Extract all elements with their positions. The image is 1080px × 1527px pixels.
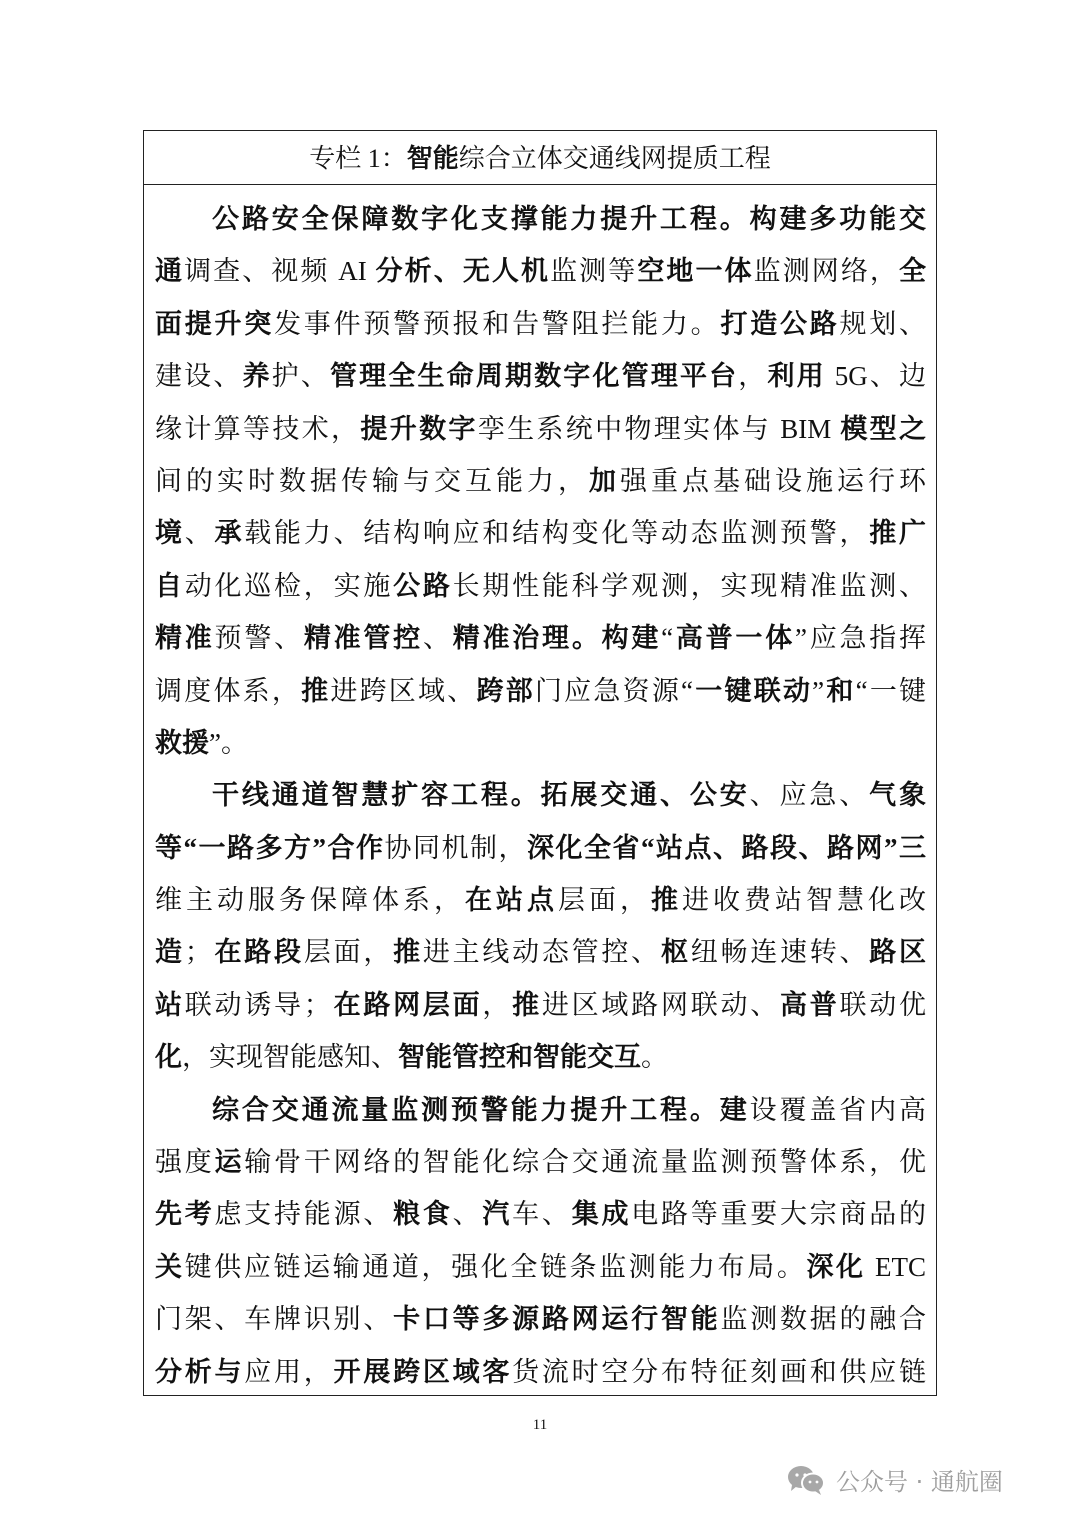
bold-text: 站	[155, 989, 185, 1020]
text: 设覆盖省内高	[749, 1094, 926, 1125]
bold-text: 分析、无人机	[375, 256, 551, 287]
text: 调查、视频 AI	[184, 256, 376, 287]
bold-text: 等“一路多方”合作	[155, 832, 385, 863]
text: 发事件预警预报和告警阻拦能力。	[274, 308, 721, 339]
bold-text: 管理全生命周期数字化管理平台	[330, 361, 739, 392]
text: ，	[738, 361, 768, 392]
bold-text: 先考	[155, 1199, 215, 1230]
bold-text: 承	[214, 518, 245, 549]
bold-text: 利用	[767, 361, 826, 392]
bold-text: 自	[155, 570, 185, 601]
bold-text: 化	[155, 1042, 182, 1073]
text: “一键	[855, 675, 926, 706]
bold-text: 汽	[482, 1199, 513, 1230]
bold-text: 智能	[406, 144, 459, 173]
bold-text: 境	[155, 518, 185, 549]
bold-text: 公路安全保障数字化支撑能力提升工程。构建多功能交	[212, 204, 926, 234]
bold-text: 推	[301, 675, 331, 706]
text: 建设、	[155, 361, 243, 392]
text: 专栏 1：	[309, 144, 407, 173]
text-line	[155, 665, 926, 717]
bold-text: 推广	[869, 518, 926, 549]
text-line	[155, 245, 926, 297]
bold-text: 路区	[869, 937, 926, 968]
bold-text: 高普	[780, 989, 840, 1020]
bold-text: 提升数字	[360, 413, 478, 444]
text: 协同机制，	[384, 832, 527, 863]
column-body	[144, 185, 936, 1398]
bold-text: 智能管控和智能交互	[398, 1042, 641, 1073]
bold-text: 深化	[806, 1251, 866, 1282]
text-line	[155, 1241, 926, 1293]
text-line	[155, 1293, 926, 1345]
text: ETC	[865, 1251, 926, 1282]
text: 车、	[512, 1199, 572, 1230]
text: 电路等重要大宗商品的	[631, 1199, 926, 1230]
text: ”。	[209, 727, 248, 758]
text-line	[155, 1136, 926, 1188]
text: 监测网络，	[753, 256, 900, 287]
text-line	[155, 1346, 926, 1398]
bold-text: 粮食	[393, 1199, 453, 1230]
column-title	[144, 131, 936, 185]
text-line	[155, 560, 926, 612]
bold-text: 在路网层面	[330, 989, 483, 1020]
text: 载能力、结构响应和结构变化等动态监测预警，	[244, 518, 870, 549]
text: 间的实时数据传输与交互能力，	[155, 465, 589, 496]
text-line	[155, 1031, 926, 1083]
bold-text: 高普一体	[673, 623, 795, 654]
text-line	[155, 350, 926, 402]
text: 进主线动态管控、	[422, 937, 661, 968]
bold-text: 加	[589, 465, 620, 496]
text: 孪生系统中物理实体与 BIM	[477, 413, 841, 444]
text: 。	[641, 1042, 668, 1073]
column-box	[143, 130, 937, 1396]
bold-text: 推	[651, 885, 682, 916]
bold-text: 空地一体	[637, 256, 754, 287]
text: 虑支持能源、	[214, 1199, 394, 1230]
bold-text: 跨部	[476, 675, 535, 706]
text: 5G、边	[825, 361, 926, 392]
text: 强度	[155, 1147, 215, 1178]
paragraph	[155, 1084, 926, 1398]
text: 联动诱导；	[184, 989, 331, 1020]
text: 护、	[271, 361, 330, 392]
text-line	[155, 298, 926, 350]
text-line	[155, 612, 926, 664]
text-line	[155, 403, 926, 455]
text: 进收费站智慧化改	[682, 885, 926, 916]
text: “	[661, 623, 674, 654]
text-line	[155, 507, 926, 559]
text: 门应急资源“	[534, 675, 694, 706]
text-line	[155, 874, 926, 926]
text-line	[155, 1084, 926, 1136]
text: 预警、	[214, 623, 304, 654]
bold-text: 集成	[571, 1199, 632, 1230]
bold-text: 在站点	[465, 885, 558, 916]
text: 进跨区域、	[330, 675, 477, 706]
text-line	[155, 769, 926, 821]
bold-text: 救援	[155, 727, 209, 758]
text: 长期性能科学观测，实现精准监测、	[452, 570, 926, 601]
paragraph	[155, 193, 926, 769]
bold-text: 分析与	[155, 1356, 245, 1387]
bold-text: 干线通道智慧扩容工程。拓展交通、公安	[212, 780, 750, 811]
bold-text: 造	[155, 937, 185, 968]
bold-text: 卡口等多源路网运行智能	[393, 1304, 721, 1335]
text: 缘计算等技术，	[155, 413, 361, 444]
text: 、应急、	[749, 780, 870, 811]
text: 层面，	[558, 885, 651, 916]
bold-text: 综合交通流量监测预警能力提升工程。建	[212, 1094, 750, 1125]
bold-text: 模型之	[840, 413, 926, 444]
text: 层面，	[303, 937, 394, 968]
bold-text: 关	[155, 1251, 185, 1282]
bold-text: 开展跨区域客	[333, 1356, 513, 1387]
text-line	[155, 455, 926, 507]
text: 综合立体交通线网提质工程	[458, 144, 771, 173]
wechat-icon	[786, 1464, 826, 1496]
watermark-text: 公众号 · 通航圈	[836, 1468, 1003, 1496]
bold-text: 枢	[660, 937, 691, 968]
text: ”应急指挥	[794, 623, 926, 654]
text: 规划、	[839, 308, 926, 339]
text-line	[155, 193, 926, 245]
text: 、	[422, 623, 453, 654]
text: 监测等	[550, 256, 638, 287]
bold-text: 通	[155, 256, 185, 287]
text: ，	[482, 989, 513, 1020]
text: 调度体系，	[155, 675, 302, 706]
text: 、	[452, 1199, 483, 1230]
text: 进区域路网联动、	[541, 989, 780, 1020]
text: 联动优	[839, 989, 926, 1020]
text: ；	[184, 937, 212, 968]
text: 强重点基础设施运行环	[620, 465, 926, 496]
bold-text: 深化全省“站点、路段、路网”三	[527, 832, 926, 863]
text: 门架、车牌识别、	[155, 1304, 394, 1335]
text-line	[155, 1188, 926, 1240]
text: 键供应链运输通道，强化全链条监测能力布局。	[184, 1251, 807, 1282]
text: ”	[812, 675, 825, 706]
bold-text: 运	[214, 1147, 245, 1178]
bold-text: 和	[824, 675, 856, 706]
bold-text: 推	[512, 989, 542, 1020]
text: 应用，	[244, 1356, 334, 1387]
watermark	[786, 1462, 1003, 1497]
bold-text: 养	[242, 361, 272, 392]
bold-text: 气象	[869, 780, 926, 811]
text: 动化巡检，实施	[184, 570, 394, 601]
bold-text: 打造公路	[720, 308, 840, 339]
text: 维主动服务保障体系，	[155, 885, 465, 916]
bold-text: 精准管控	[303, 623, 423, 654]
bold-text: 公路	[393, 570, 453, 601]
text: 纽畅连速转、	[690, 937, 870, 968]
bold-text: 精准治理。构建	[452, 623, 662, 654]
bold-text: 在路段	[211, 937, 304, 968]
text: 、	[184, 518, 215, 549]
bold-text: 全	[899, 256, 926, 287]
text: 输骨干网络的智能化综合交通流量监测预警体系，优	[244, 1147, 926, 1178]
text-line	[155, 822, 926, 874]
bold-text: 面提升突	[155, 308, 275, 339]
page-number: 11	[532, 1417, 548, 1433]
text: ，实现智能感知、	[182, 1042, 398, 1073]
text: 监测数据的融合	[720, 1304, 926, 1335]
text-line	[155, 717, 926, 769]
text-line	[155, 979, 926, 1031]
text-line	[155, 926, 926, 978]
bold-text: 一键联动	[693, 675, 813, 706]
bold-text: 推	[393, 937, 423, 968]
text: 货流时空分布特征刻画和供应链	[512, 1356, 926, 1387]
paragraph	[155, 769, 926, 1083]
bold-text: 精准	[155, 623, 215, 654]
